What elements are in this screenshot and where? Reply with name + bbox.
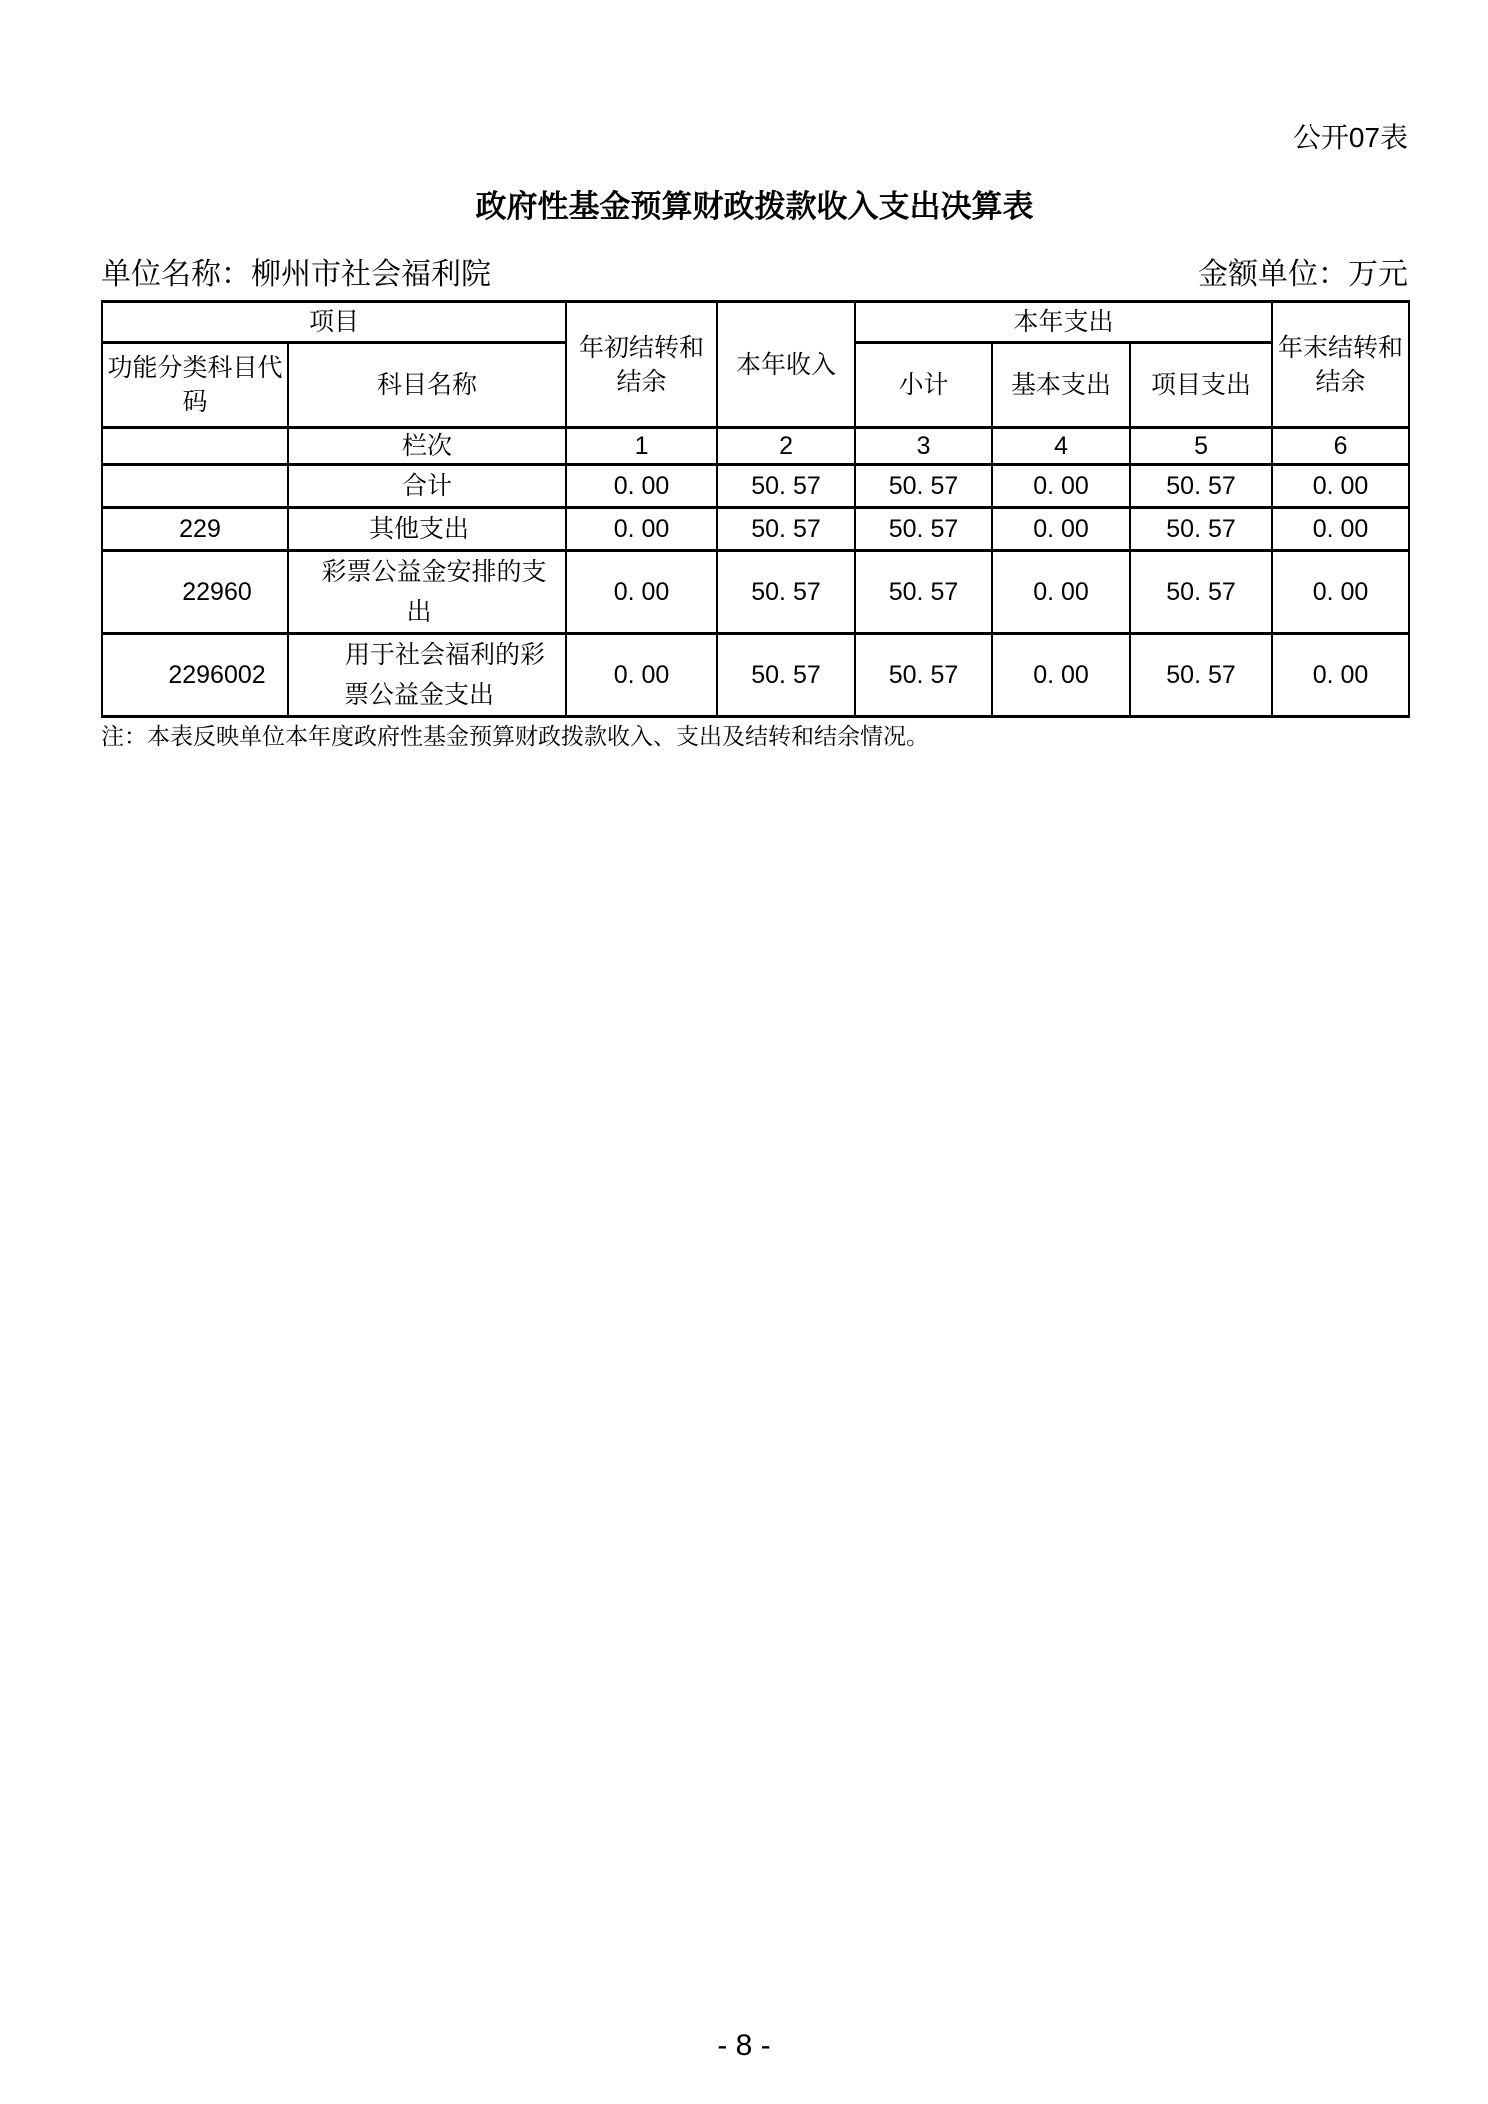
- name-text: 其他支出: [368, 515, 469, 543]
- column-index-5: 5: [1130, 428, 1272, 465]
- form-number-label: 公开07表: [1292, 122, 1408, 153]
- value-cell: 50. 57: [1130, 634, 1272, 717]
- table-row: [102, 508, 1409, 551]
- value-cell: 50. 57: [855, 508, 992, 551]
- table-note: 注：本表反映单位本年度政府性基金预算财政拨款收入、支出及结转和结余情况。: [101, 723, 929, 749]
- value-cell: 0. 00: [992, 551, 1130, 634]
- value-cell: 0. 00: [992, 508, 1130, 551]
- value-cell: 50. 57: [717, 508, 855, 551]
- table-row: [102, 634, 1409, 717]
- name-cell: [288, 551, 566, 634]
- header-function-code: 功能分类科目代码: [102, 343, 288, 428]
- value-cell: 50. 57: [717, 551, 855, 634]
- value-cell: 50. 57: [855, 465, 992, 508]
- column-index-row: [102, 428, 1409, 465]
- column-index-6: 6: [1272, 428, 1409, 465]
- column-index-4: 4: [992, 428, 1130, 465]
- value-cell: 0. 00: [1272, 465, 1409, 508]
- value-cell: 50. 57: [1130, 508, 1272, 551]
- value-cell: 0. 00: [1272, 551, 1409, 634]
- name-cell: [288, 508, 566, 551]
- table-row-total: [102, 465, 1409, 508]
- value-cell: 50. 57: [855, 634, 992, 717]
- unit-name-label: 单位名称：柳州市社会福利院: [101, 258, 491, 291]
- value-cell: 0. 00: [566, 634, 717, 717]
- value-cell: 50. 57: [717, 634, 855, 717]
- header-subtotal: 小计: [855, 343, 992, 428]
- code-cell: 22960: [102, 551, 288, 634]
- header-row-1: [102, 302, 1409, 343]
- code-cell: 229: [102, 508, 288, 551]
- column-index-3: 3: [855, 428, 992, 465]
- value-cell: 0. 00: [566, 508, 717, 551]
- table-row: [102, 551, 1409, 634]
- column-index-label: 栏次: [288, 428, 566, 465]
- name-text: 合计: [402, 472, 453, 500]
- header-basic-expense: 基本支出: [992, 343, 1130, 428]
- header-current-expense: 本年支出: [855, 302, 1272, 343]
- table-info-row: [101, 258, 1408, 292]
- header-project-expense: 项目支出: [1130, 343, 1272, 428]
- column-index-empty: [102, 428, 288, 465]
- value-cell: 50. 57: [717, 465, 855, 508]
- value-cell: 0. 00: [566, 465, 717, 508]
- header-subject-name: 科目名称: [288, 343, 566, 428]
- page-number: - 8 -: [717, 2029, 771, 2062]
- header-item-group: 项目: [102, 302, 566, 343]
- page-content: [101, 0, 1408, 750]
- fiscal-table: [101, 300, 1410, 718]
- value-cell: 50. 57: [855, 551, 992, 634]
- name-cell: [288, 634, 566, 717]
- name-cell: [288, 465, 566, 508]
- header-current-income: 本年收入: [717, 302, 855, 428]
- header-opening-balance: 年初结转和结余: [566, 302, 717, 428]
- page-title: 政府性基金预算财政拨款收入支出决算表: [475, 189, 1034, 224]
- value-cell: 0. 00: [992, 634, 1130, 717]
- name-text: 彩票公益金安排的支出: [321, 558, 547, 626]
- value-cell: 0. 00: [1272, 634, 1409, 717]
- value-cell: 0. 00: [1272, 508, 1409, 551]
- value-cell: 0. 00: [992, 465, 1130, 508]
- value-cell: 50. 57: [1130, 465, 1272, 508]
- code-cell: [102, 465, 288, 508]
- code-cell: 2296002: [102, 634, 288, 717]
- column-index-2: 2: [717, 428, 855, 465]
- amount-unit-label: 金额单位：万元: [1198, 258, 1408, 291]
- column-index-1: 1: [566, 428, 717, 465]
- name-text: 用于社会福利的彩票公益金支出: [343, 641, 545, 709]
- value-cell: 50. 57: [1130, 551, 1272, 634]
- header-closing-balance: 年末结转和结余: [1272, 302, 1409, 428]
- value-cell: 0. 00: [566, 551, 717, 634]
